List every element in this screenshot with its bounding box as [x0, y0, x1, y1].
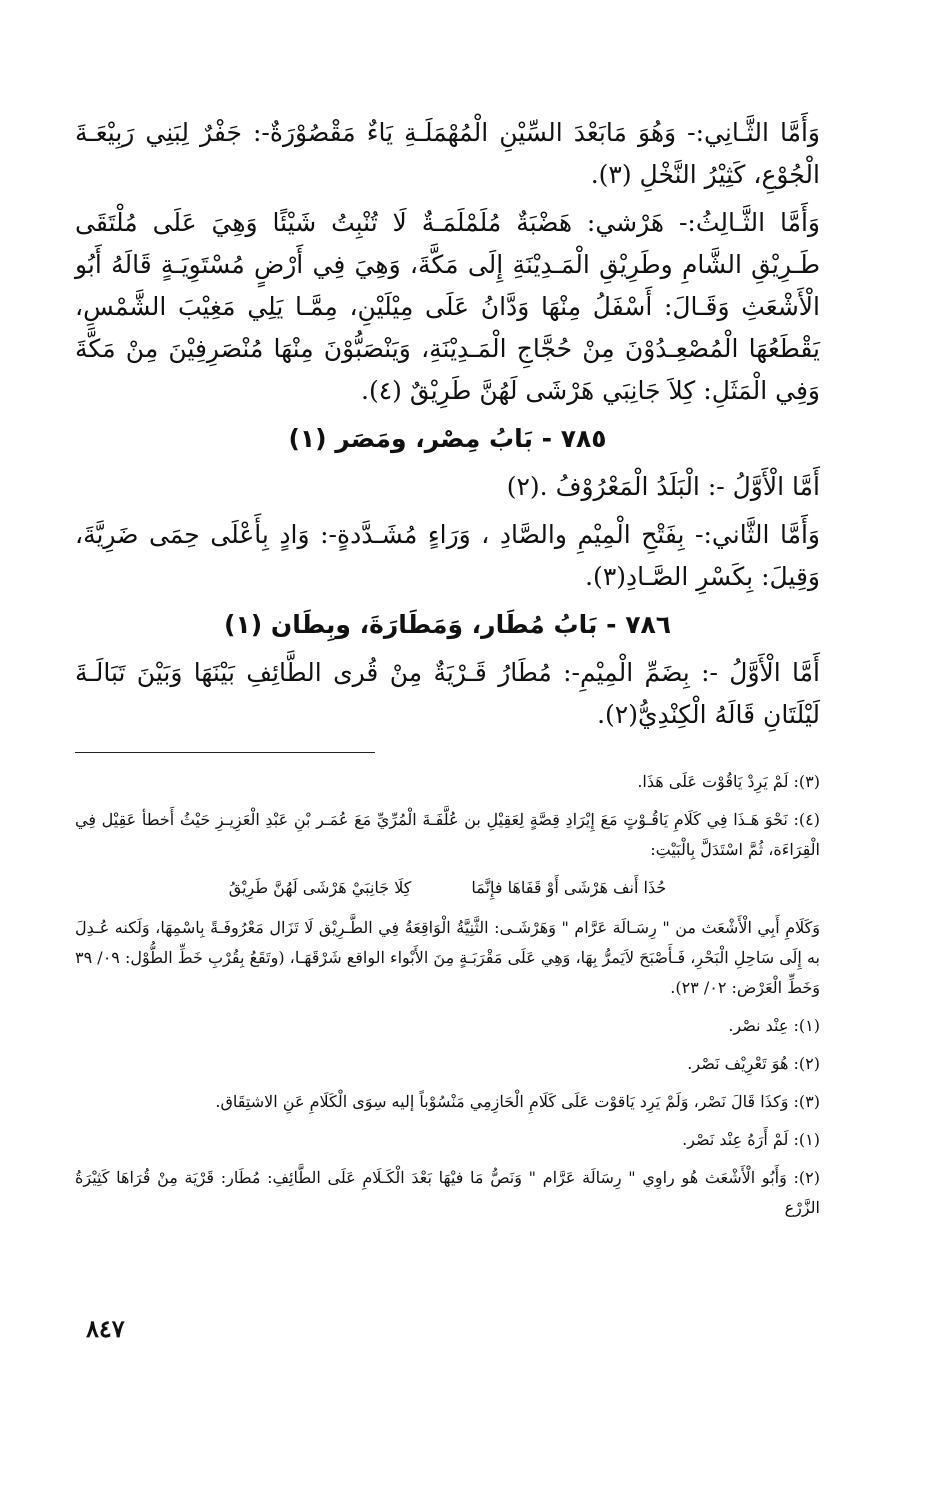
footnote-divider: [75, 752, 375, 753]
body-paragraph: وَأَمَّا الثَّـانِي:- وَهُوَ مَابَعْدَ السِّيْنِ الْمُهْمَلَـةِ يَاءٌ مَقْصُوْرَةٌ-: جَفْرٌ لِبَنِي رَبِيْعَـةَ الْجُوْعِ، كَثِيْرُ النَّخْلِ (٣).: [75, 118, 820, 189]
page-content: [75, 112, 820, 1231]
body-paragraph: وَأَمَّا الثَّـالِثُ:- هَرْشي: هَضْبَةٌ مُلَمْلَمَـةٌ لَا تُنْبِتُ شَيْئًا وَهِيَ عَلَى مُلْتَقَى طَـرِيْقِ الشَّامِ وطَرِيْقِ الْمَـدِيْنَةِ إِلَى مَكَّةَ، وَهِيَ فِي أَرْضٍ مُسْتَوِيَـةٍ قَالَهُ أَبُو الْأَشْعَثِ وَقَـالَ: أَسْفَلُ مِنْهَا وَدَّانُ عَلَى مِيْلَيْنِ، مِمَّـا يَلِي مَغِيْبَ الشَّمْسِ، يَقْطَعُهَا الْمُصْعِـدُوْنَ مِنْ حُجَّاجِ الْمَـدِيْنَةِ، وَيَنْصَبُّوْنَ مِنْهَا مُنْصَرِفِيْنَ مِنْ مَكَّةَ وَفِي الْمَثَلِ: كِلاَ جَانِبَي هَرْشَى لَهُنَّ طَرِيْقٌ (٤).: [75, 208, 820, 405]
footnote: (٢): وَأَبُو الْأَشْعَث هُو راوِي " رِسَالَة عَرَّام " وَنَصُّ مَا فيْهَا بَعْدَ الْكَـلَامِ عَلَى الطَّائِفِ: مُطَار: قَرْيَة مِنْ قُرَاهَا كَثِيْرَةُ الزَّرْع: [75, 1168, 820, 1217]
footnote: (١): لَمْ أَرَهُ عِنْد نَصْر.: [682, 1130, 820, 1149]
verse-hemistich-first: حُذَا أَنف هَرْشَى أَوْ قَفَاهَا فإِنَّمَا: [471, 878, 667, 897]
section-heading: ٧٨٦ - بَابُ مُطَار، وَمَطَارَةَ، وبِطَان (١): [224, 610, 671, 639]
body-paragraph: وَأَمَّا الثَّاني:- بِفَتْحِ الْمِيْمِ والصَّادِ ، وَرَاءٍ مُشَـدَّدةٍ-: وَادٍ بِأَعْلَى حِمَى ضَرِيَّةَ، وَقِيلَ: بِكَسْرِ الصَّـادِ(٣).: [75, 520, 820, 591]
footnote: (٣): وَكذَا قَالَ نَصْر، وَلَمْ يَرِد يَاقوْت عَلَى كَلَامِ الْحَازِمِي مَنْسُوْباً إليه سِوَى الْكَلَامِ عَنِ الاشتِقَاق.: [215, 1092, 820, 1111]
footnote: (٢): هُوَ تَعْرِيْف نَصْر.: [687, 1054, 820, 1073]
body-paragraph: أَمَّا الْأَوَّلُ -: الْبَلَدُ الْمَعْرُوْفُ .(٢): [506, 472, 820, 501]
body-paragraph: أَمَّا الْأَوَّلُ -: بِضَمِّ الْمِيْمِ-: مُطَارُ قَـرْيَةٌ مِنْ قُرى الطَّائِفِ بَيْنَهَا وَبَيْنَ تَبَالَـةَ لَيْلَتَانِ قَالَهُ الْكِنْدِيُّ(٢).: [75, 658, 820, 729]
footnote: (١): عِنْد نصْر.: [728, 1016, 820, 1035]
verse-hemistich-second: كِلَا جَانِبَيْ هَرْشَى لَهُنَّ طَرِيْقُ: [228, 878, 412, 897]
footnote-divider-wrap: [75, 742, 820, 767]
footnotes: [75, 767, 820, 1223]
section-heading: ٧٨٥ - بَابُ مِصْر، ومَصَر (١): [288, 424, 607, 453]
footnote: (٤): نَحْوَ هَـذَا فِي كَلَامِ يَاقُـوْتٍ مَعَ إِيْرَادِ قِصَّةٍ لِعَقِيْلِ بن عُلَّفَـةَ الْمُرِّيِّ مَعَ عُمَـر بْنِ عَبْدِ الْعَزِيـزِ حَيْثُ أَخطأ عَقِيْل فِي الْقِرَاءَة، ثُمَّ اسْتَدَلَّ بِالْبَيْتِ:: [75, 810, 820, 859]
footnote-verse: [75, 873, 820, 903]
page-number: ٨٤٧: [86, 1314, 125, 1343]
footnote: وَكَلَامِ أَبِي الْأَشْعَث من " رِسَـالَة عَرَّام " وَهَرْشَـى: الثَّنِيَّةُ الْوَاقِعَةُ فِي الطَّـرِيْق لَا تَزَال مَعْرُوفَـةً بِاسْمِهَا، وَلَكنه عُـدِلَ به إِلَى سَاحِلِ الْبَحْرِ، فَـأَصْبَحَ لاَيَمرُّ بِهَا، وَهِي عَلَى مَقْرَبَـةٍ مِنَ الأَبْواء الواقع شَرْقَهَـا، (وتَقَعُ بِقُرْبِ خَطِّ الطُّوْل: ٠٩/ ٣٩ وَخَطِّ الْعَرْض: ٠٢/ ٢٣).: [75, 918, 820, 997]
footnote: (٣): لَمْ يَرِدْ يَاقُوْت عَلَى هَذَا.: [637, 772, 820, 791]
